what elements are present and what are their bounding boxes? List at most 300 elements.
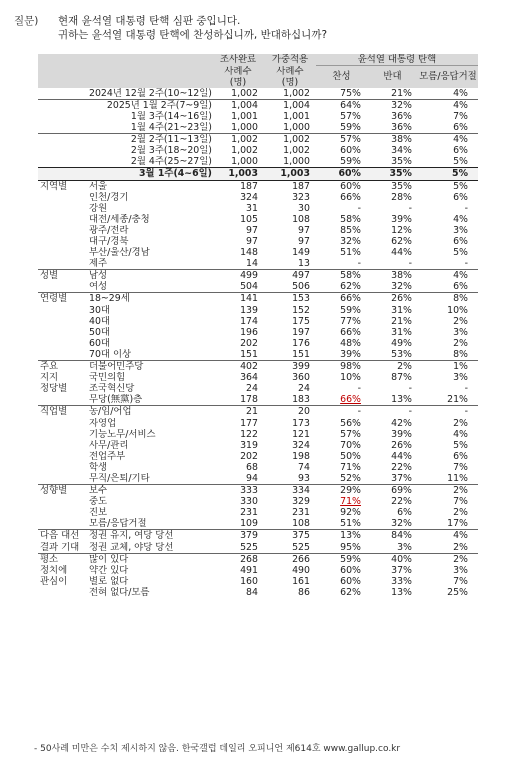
- oppose-pct: 44%: [391, 247, 412, 259]
- dk-pct: 8%: [418, 293, 478, 305]
- table-row: [38, 88, 478, 100]
- dk-pct: 10%: [447, 304, 468, 316]
- weighted-count: 1,000: [283, 156, 310, 168]
- group-label: 평소: [38, 553, 86, 565]
- segment-label: 자영업: [89, 417, 117, 429]
- table-row: [38, 236, 478, 247]
- segment-label: 2월 4주(25~27일): [130, 156, 212, 168]
- segment-label: 조국혁신당: [89, 383, 135, 395]
- agree-pct: 71%: [340, 496, 361, 508]
- segment-label: 여성: [89, 281, 108, 293]
- raw-count: 379: [212, 530, 264, 542]
- raw-count: 160: [240, 575, 258, 587]
- segment-label: 국민의힘: [89, 372, 126, 384]
- oppose-pct: -: [408, 258, 412, 270]
- table-row: [38, 293, 478, 305]
- dk-pct: 4%: [418, 134, 478, 146]
- agree-pct: 57%: [340, 428, 361, 440]
- table-row: [38, 496, 478, 507]
- group-label: [38, 462, 86, 473]
- group-label: 정당별: [40, 383, 68, 395]
- weighted-count: 360: [292, 372, 310, 384]
- agree-pct: 95%: [340, 541, 361, 553]
- group-label: 연령별: [38, 293, 86, 305]
- raw-count: 68: [246, 461, 258, 473]
- group-label: [38, 587, 86, 598]
- group-label: [38, 440, 86, 451]
- group-label: [38, 496, 86, 507]
- group-label: [38, 258, 86, 270]
- raw-count: 504: [240, 281, 258, 293]
- oppose-pct: 38%: [367, 270, 418, 282]
- oppose-pct: 62%: [391, 236, 412, 247]
- weighted-count: 93: [298, 472, 310, 484]
- oppose-pct: 42%: [391, 417, 412, 429]
- header-raw-count-2: 사례수: [212, 66, 264, 77]
- table-row: [38, 168, 478, 180]
- raw-count: 105: [240, 213, 258, 225]
- weighted-count: 490: [292, 564, 310, 576]
- weighted-count: 153: [264, 293, 316, 305]
- table-row: [38, 553, 478, 565]
- oppose-pct: -: [408, 202, 412, 214]
- group-label: [38, 203, 86, 214]
- segment-label: 대구/경북: [89, 236, 129, 247]
- group-label: [38, 134, 86, 146]
- segment-label: 정권 교체, 야당 당선: [89, 541, 174, 553]
- weighted-count: 97: [298, 236, 310, 247]
- oppose-pct: 26%: [367, 293, 418, 305]
- agree-pct: 10%: [340, 372, 361, 384]
- raw-count: 1,000: [231, 122, 258, 134]
- agree-pct: 59%: [316, 553, 367, 565]
- group-label: 관심이: [40, 575, 68, 587]
- oppose-pct: 31%: [391, 326, 412, 338]
- segment-label: 1월 4주(21~23일): [130, 122, 212, 134]
- dk-pct: 3%: [453, 564, 468, 576]
- agree-pct: -: [357, 202, 361, 214]
- agree-pct: -: [357, 258, 361, 270]
- header-dk: 모름/응답거절: [418, 66, 478, 88]
- table-row: [38, 518, 478, 530]
- agree-pct: 48%: [340, 337, 361, 349]
- agree-pct: 85%: [340, 224, 361, 236]
- oppose-pct: 69%: [367, 485, 418, 497]
- dk-pct: 4%: [418, 530, 478, 542]
- dk-pct: 6%: [453, 281, 468, 293]
- group-label: [38, 156, 86, 168]
- oppose-pct: 32%: [391, 518, 412, 530]
- dk-pct: 2%: [453, 337, 468, 349]
- group-label: [38, 451, 86, 462]
- group-label: [38, 111, 86, 122]
- weighted-count: 173: [292, 417, 310, 429]
- group-label: 정치에: [40, 564, 68, 576]
- weighted-count: 323: [292, 191, 310, 203]
- segment-label: 40대: [89, 315, 110, 327]
- header-unit-1: (명): [212, 77, 264, 88]
- group-label: [38, 507, 86, 518]
- agree-pct: 57%: [316, 134, 367, 146]
- header-unit-2: (명): [264, 77, 316, 88]
- agree-pct: 56%: [340, 417, 361, 429]
- segment-label: 제주: [89, 258, 108, 270]
- weighted-count: 13: [298, 258, 310, 270]
- weighted-count: 24: [298, 383, 310, 395]
- segment-label: 1월 3주(14~16일): [130, 110, 212, 122]
- oppose-pct: 32%: [391, 281, 412, 293]
- oppose-pct: 37%: [391, 564, 412, 576]
- group-label: [38, 305, 86, 316]
- segment-label: 더불어민주당: [86, 361, 212, 373]
- table-row: [38, 394, 478, 406]
- dk-pct: 25%: [447, 586, 468, 598]
- dk-pct: 2%: [453, 417, 468, 429]
- raw-count: 109: [240, 518, 258, 530]
- group-label: [38, 429, 86, 440]
- table-row: [38, 214, 478, 225]
- raw-count: 148: [240, 247, 258, 259]
- raw-count: 24: [246, 383, 258, 395]
- segment-label: 농/임/어업: [86, 406, 212, 418]
- weighted-count: 183: [292, 394, 310, 406]
- group-label: [38, 473, 86, 485]
- oppose-pct: 87%: [391, 372, 412, 384]
- segment-label: 부산/울산/경남: [89, 247, 150, 259]
- group-label: [38, 145, 86, 156]
- oppose-pct: 33%: [391, 575, 412, 587]
- weighted-count: 324: [292, 439, 310, 451]
- raw-count: 1,002: [231, 145, 258, 157]
- weighted-count: 176: [292, 337, 310, 349]
- raw-count: 21: [212, 406, 264, 418]
- footnote: - 50사례 미만은 수치 제시하지 않음. 한국갤럽 데일리 오피니언 제614호 www.gallup.co.kr: [34, 744, 401, 754]
- table-row: [38, 203, 478, 214]
- raw-count: 174: [240, 315, 258, 327]
- raw-count: 97: [246, 236, 258, 247]
- weighted-count: 399: [264, 361, 316, 373]
- dk-pct: 5%: [418, 168, 478, 180]
- oppose-pct: 36%: [391, 122, 412, 134]
- raw-count: 139: [240, 304, 258, 316]
- raw-count: 1,001: [231, 110, 258, 122]
- oppose-pct: 35%: [367, 168, 418, 180]
- segment-label: 전업주부: [89, 450, 126, 462]
- oppose-pct: 6%: [397, 507, 412, 519]
- dk-pct: 4%: [453, 87, 468, 99]
- table-row: [38, 565, 478, 576]
- segment-label: 2월 3주(18~20일): [130, 145, 212, 157]
- group-label: 지역별: [40, 180, 68, 192]
- weighted-count: 266: [264, 553, 316, 565]
- dk-pct: 7%: [453, 110, 468, 122]
- oppose-pct: 35%: [391, 180, 412, 192]
- agree-pct: 51%: [340, 247, 361, 259]
- agree-pct: 92%: [340, 507, 361, 519]
- oppose-pct: 22%: [391, 461, 412, 473]
- weighted-count: 197: [292, 326, 310, 338]
- oppose-pct: 13%: [391, 586, 412, 598]
- agree-pct: 75%: [340, 87, 361, 99]
- header-oppose: 반대: [367, 66, 418, 88]
- dk-pct: 17%: [447, 518, 468, 530]
- agree-pct: 60%: [340, 145, 361, 157]
- group-label: [38, 247, 86, 258]
- table-row: [38, 542, 478, 554]
- segment-label: 무직/은퇴/기타: [89, 472, 150, 484]
- weighted-count: 497: [264, 270, 316, 282]
- dk-pct: 1%: [418, 361, 478, 373]
- weighted-count: 97: [298, 224, 310, 236]
- table-row: [38, 247, 478, 258]
- table-row: [38, 372, 478, 383]
- agree-pct: 62%: [340, 281, 361, 293]
- oppose-pct: 40%: [367, 553, 418, 565]
- weighted-count: 525: [292, 541, 310, 553]
- agree-pct: 58%: [340, 213, 361, 225]
- dk-pct: -: [464, 202, 468, 214]
- group-label: 결과 기대: [40, 541, 80, 553]
- group-label: [38, 214, 86, 225]
- raw-count: 525: [240, 541, 258, 553]
- segment-label: 중도: [89, 496, 108, 508]
- weighted-count: 108: [292, 518, 310, 530]
- weighted-count: 187: [292, 180, 310, 192]
- question-line-2: 귀하는 윤석열 대통령 탄핵에 찬성하십니까, 반대하십니까?: [58, 29, 328, 41]
- oppose-pct: 37%: [391, 472, 412, 484]
- oppose-pct: 35%: [391, 156, 412, 168]
- results-table: [38, 54, 478, 598]
- group-label: 지지: [40, 372, 59, 384]
- oppose-pct: 21%: [391, 87, 412, 99]
- group-label: 다음 대선: [38, 530, 86, 542]
- table-row: [38, 225, 478, 236]
- segment-label: 광주/전라: [89, 224, 129, 236]
- weighted-count: 1,001: [283, 110, 310, 122]
- table-row: [38, 462, 478, 473]
- raw-count: 330: [240, 496, 258, 508]
- segment-label: 인천/경기: [89, 191, 129, 203]
- dk-pct: 4%: [453, 428, 468, 440]
- group-label: [38, 327, 86, 338]
- agree-pct: 51%: [340, 518, 361, 530]
- table-row: [38, 281, 478, 293]
- table-row: [38, 429, 478, 440]
- agree-pct: 58%: [316, 270, 367, 282]
- segment-label: 정권 유지, 여당 당선: [86, 530, 212, 542]
- raw-count: 84: [246, 586, 258, 598]
- weighted-count: 1,002: [283, 87, 310, 99]
- table-row: [38, 305, 478, 316]
- oppose-pct: -: [367, 406, 418, 418]
- weighted-count: 30: [298, 202, 310, 214]
- table-row: [38, 99, 478, 111]
- oppose-pct: 13%: [391, 394, 412, 406]
- weighted-count: 1,003: [264, 168, 316, 180]
- dk-pct: 6%: [453, 145, 468, 157]
- raw-count: 1,000: [231, 156, 258, 168]
- segment-label: 전혀 없다/모름: [89, 586, 150, 598]
- segment-label: 보수: [86, 485, 212, 497]
- group-label: [38, 88, 86, 100]
- agree-pct: 66%: [340, 326, 361, 338]
- table-row: [38, 383, 478, 394]
- dk-pct: 2%: [418, 485, 478, 497]
- oppose-pct: 26%: [391, 439, 412, 451]
- segment-label: 기능노무/서비스: [89, 428, 156, 440]
- dk-pct: 5%: [453, 180, 468, 192]
- oppose-pct: 53%: [391, 348, 412, 360]
- segment-label: 2025년 1월 2주(7~9일): [86, 99, 212, 111]
- table-row: [38, 270, 478, 282]
- segment-label: 별로 없다: [89, 575, 129, 587]
- raw-count: 1,003: [212, 168, 264, 180]
- agree-pct: 60%: [340, 575, 361, 587]
- agree-pct: 60%: [316, 168, 367, 180]
- group-label: [38, 281, 86, 293]
- raw-count: 31: [246, 202, 258, 214]
- agree-pct: 39%: [340, 348, 361, 360]
- raw-count: 141: [212, 293, 264, 305]
- table-row: [38, 349, 478, 361]
- agree-pct: 98%: [316, 361, 367, 373]
- segment-label: 사무/관리: [89, 439, 129, 451]
- group-label: [38, 168, 86, 180]
- raw-count: 499: [212, 270, 264, 282]
- oppose-pct: 12%: [391, 224, 412, 236]
- dk-pct: 11%: [447, 472, 468, 484]
- agree-pct: 59%: [340, 122, 361, 134]
- oppose-pct: 84%: [367, 530, 418, 542]
- group-label: 성향별: [38, 485, 86, 497]
- segment-label: 진보: [89, 507, 108, 519]
- dk-pct: 4%: [418, 99, 478, 111]
- raw-count: 231: [240, 507, 258, 519]
- segment-label: 30대: [89, 304, 110, 316]
- group-label: [38, 418, 86, 429]
- dk-pct: 21%: [447, 394, 468, 406]
- header-blank: [38, 54, 212, 88]
- raw-count: 151: [240, 348, 258, 360]
- table-row: [38, 192, 478, 203]
- oppose-pct: 21%: [391, 315, 412, 327]
- oppose-pct: 49%: [391, 337, 412, 349]
- group-label: [38, 236, 86, 247]
- oppose-pct: 34%: [391, 145, 412, 157]
- dk-pct: 7%: [453, 496, 468, 508]
- agree-pct: -: [316, 406, 367, 418]
- raw-count: 333: [212, 485, 264, 497]
- raw-count: 491: [240, 564, 258, 576]
- segment-label: 2월 2주(11~13일): [86, 134, 212, 146]
- raw-count: 324: [240, 191, 258, 203]
- dk-pct: 7%: [453, 461, 468, 473]
- agree-pct: 60%: [340, 564, 361, 576]
- segment-label: 남성: [86, 270, 212, 282]
- dk-pct: -: [464, 383, 468, 395]
- agree-pct: 59%: [340, 156, 361, 168]
- agree-pct: 70%: [340, 439, 361, 451]
- segment-label: 강원: [89, 202, 108, 214]
- weighted-count: 152: [292, 304, 310, 316]
- oppose-pct: 32%: [367, 99, 418, 111]
- agree-pct: 62%: [340, 586, 361, 598]
- agree-pct: 66%: [316, 293, 367, 305]
- weighted-count: 1,004: [264, 99, 316, 111]
- oppose-pct: 31%: [391, 304, 412, 316]
- dk-pct: 5%: [453, 156, 468, 168]
- raw-count: 319: [240, 439, 258, 451]
- weighted-count: 151: [292, 348, 310, 360]
- dk-pct: 2%: [453, 541, 468, 553]
- weighted-count: 121: [292, 428, 310, 440]
- group-label: [38, 518, 86, 530]
- raw-count: 187: [240, 180, 258, 192]
- oppose-pct: 39%: [391, 213, 412, 225]
- raw-count: 177: [240, 417, 258, 429]
- segment-label: 서울: [89, 180, 108, 192]
- weighted-count: 20: [264, 406, 316, 418]
- group-label: [38, 316, 86, 327]
- group-label: 성별: [38, 270, 86, 282]
- group-label: [38, 122, 86, 134]
- raw-count: 97: [246, 224, 258, 236]
- oppose-pct: 38%: [367, 134, 418, 146]
- dk-pct: 7%: [453, 575, 468, 587]
- question-block: [14, 14, 327, 42]
- dk-pct: 8%: [453, 348, 468, 360]
- agree-pct: 71%: [340, 461, 361, 473]
- segment-label: 2024년 12월 2주(10~12일): [89, 87, 212, 99]
- raw-count: 1,002: [212, 134, 264, 146]
- agree-pct: 64%: [316, 99, 367, 111]
- table-row: [38, 440, 478, 451]
- dk-pct: 3%: [453, 224, 468, 236]
- weighted-count: 375: [264, 530, 316, 542]
- raw-count: 122: [240, 428, 258, 440]
- group-label: 주요: [38, 361, 86, 373]
- oppose-pct: 36%: [391, 110, 412, 122]
- table-row: [38, 156, 478, 168]
- raw-count: 364: [240, 372, 258, 384]
- agree-pct: 60%: [340, 180, 361, 192]
- oppose-pct: 28%: [391, 191, 412, 203]
- group-label: [38, 192, 86, 203]
- segment-label: 70대 이상: [89, 348, 132, 360]
- segment-label: 60대: [89, 337, 110, 349]
- dk-pct: 4%: [453, 213, 468, 225]
- table-row: [38, 122, 478, 134]
- segment-label: 50대: [89, 326, 110, 338]
- weighted-count: 1,002: [283, 145, 310, 157]
- agree-pct: 57%: [340, 110, 361, 122]
- weighted-count: 231: [292, 507, 310, 519]
- dk-pct: 6%: [453, 191, 468, 203]
- raw-count: 1,004: [212, 99, 264, 111]
- dk-pct: 2%: [453, 315, 468, 327]
- segment-label: 대전/세종/충청: [89, 213, 150, 225]
- weighted-count: 334: [264, 485, 316, 497]
- group-label: [38, 99, 86, 111]
- table-row: [38, 507, 478, 518]
- group-label: [38, 349, 86, 361]
- table-row: [38, 418, 478, 429]
- segment-label: 모름/응답거절: [89, 518, 147, 530]
- table-row: [38, 406, 478, 418]
- raw-count: 14: [246, 258, 258, 270]
- table-row: [38, 327, 478, 338]
- weighted-count: 175: [292, 315, 310, 327]
